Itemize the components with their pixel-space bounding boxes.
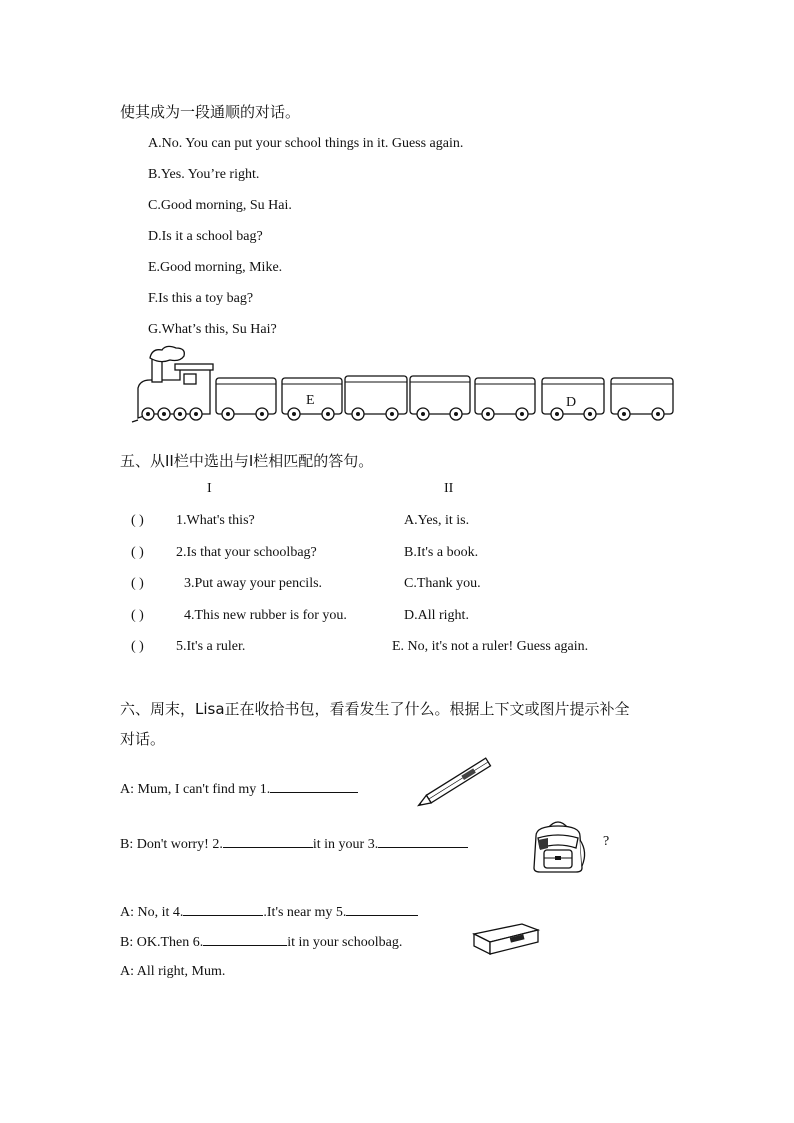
train-car-5 [475, 378, 535, 420]
eraser-picture [470, 920, 542, 956]
dialogue-line-2-pre: B: Don't worry! 2. [120, 837, 223, 852]
answer-paren-5[interactable]: ( ) [131, 639, 144, 654]
train-car-7 [611, 378, 673, 420]
blank-2[interactable] [223, 834, 313, 848]
part6-heading-line2: 对话。 [120, 730, 166, 748]
train-engine [132, 346, 213, 422]
blank-4[interactable] [183, 902, 263, 916]
column-i-label: I [207, 481, 212, 496]
answer-paren-3[interactable]: ( ) [131, 576, 144, 591]
dialogue-line-4-pre: B: OK.Then 6. [120, 935, 204, 950]
dialogue-line-4-post: it in your schoolbag. [287, 935, 403, 950]
dialogue-line-2-question-mark: ? [603, 834, 610, 849]
question-1: 1.What's this? [176, 513, 255, 528]
dialogue-line-2 [120, 834, 468, 853]
blank-6[interactable] [203, 932, 287, 946]
dialogue-line-2-mid: it in your 3. [312, 837, 379, 852]
blank-1[interactable] [270, 779, 358, 793]
train-car-2 [282, 378, 342, 420]
schoolbag-picture [526, 818, 590, 874]
blank-3[interactable] [378, 834, 468, 848]
train-car-3 [345, 376, 407, 420]
train-car-4 [410, 376, 470, 420]
answer-paren-2[interactable]: ( ) [131, 545, 144, 560]
dialogue-line-1-text: A: Mum, I can't find my 1. [120, 782, 271, 797]
answer-paren-1[interactable]: ( ) [131, 513, 144, 528]
train-car-6 [542, 378, 604, 420]
dialogue-line-3 [120, 902, 418, 921]
option-a: A.No. You can put your school things in it. Guess again. [148, 136, 464, 151]
option-f: F.Is this a toy bag? [148, 291, 254, 306]
question-5: 5.It's a ruler. [176, 639, 246, 654]
dialogue-line-5: A: All right, Mum. [120, 964, 226, 979]
part6-heading-line1: 六、周末，Lisa正在收拾书包，看看发生了什么。根据上下文或图片提示补全 [120, 700, 630, 718]
question-2: 2.Is that your schoolbag? [176, 545, 317, 560]
train-car-letter-d: D [566, 395, 577, 410]
question-4: 4.This new rubber is for you. [184, 608, 347, 623]
answer-c: C.Thank you. [404, 576, 481, 591]
answer-a: A.Yes, it is. [404, 513, 470, 528]
dialogue-line-1 [120, 779, 358, 798]
answer-paren-4[interactable]: ( ) [131, 608, 144, 623]
question-3: 3.Put away your pencils. [184, 576, 323, 591]
answer-d: D.All right. [404, 608, 469, 623]
train-car-1 [216, 378, 276, 420]
dialogue-line-3-mid: .It's near my 5. [263, 905, 347, 920]
dialogue-line-4 [120, 932, 402, 951]
answer-e: E. No, it's not a ruler! Guess again. [392, 639, 589, 654]
pencil-picture [412, 752, 502, 812]
option-d: D.Is it a school bag? [148, 229, 263, 244]
part4-instruction: 使其成为一段通顺的对话。 [120, 103, 301, 121]
answer-b: B.It's a book. [404, 545, 479, 560]
option-e: E.Good morning, Mike. [148, 260, 283, 275]
blank-5[interactable] [346, 902, 418, 916]
option-c: C.Good morning, Su Hai. [148, 198, 292, 213]
train-illustration [130, 344, 690, 424]
column-ii-label: II [444, 481, 454, 496]
part5-heading: 五、从II栏中选出与I栏相匹配的答句。 [120, 452, 374, 470]
train-car-letter-e: E [306, 393, 315, 408]
dialogue-line-3-pre: A: No, it 4. [120, 905, 184, 920]
option-b: B.Yes. You’re right. [148, 167, 260, 182]
option-g: G.What’s this, Su Hai? [148, 322, 277, 337]
